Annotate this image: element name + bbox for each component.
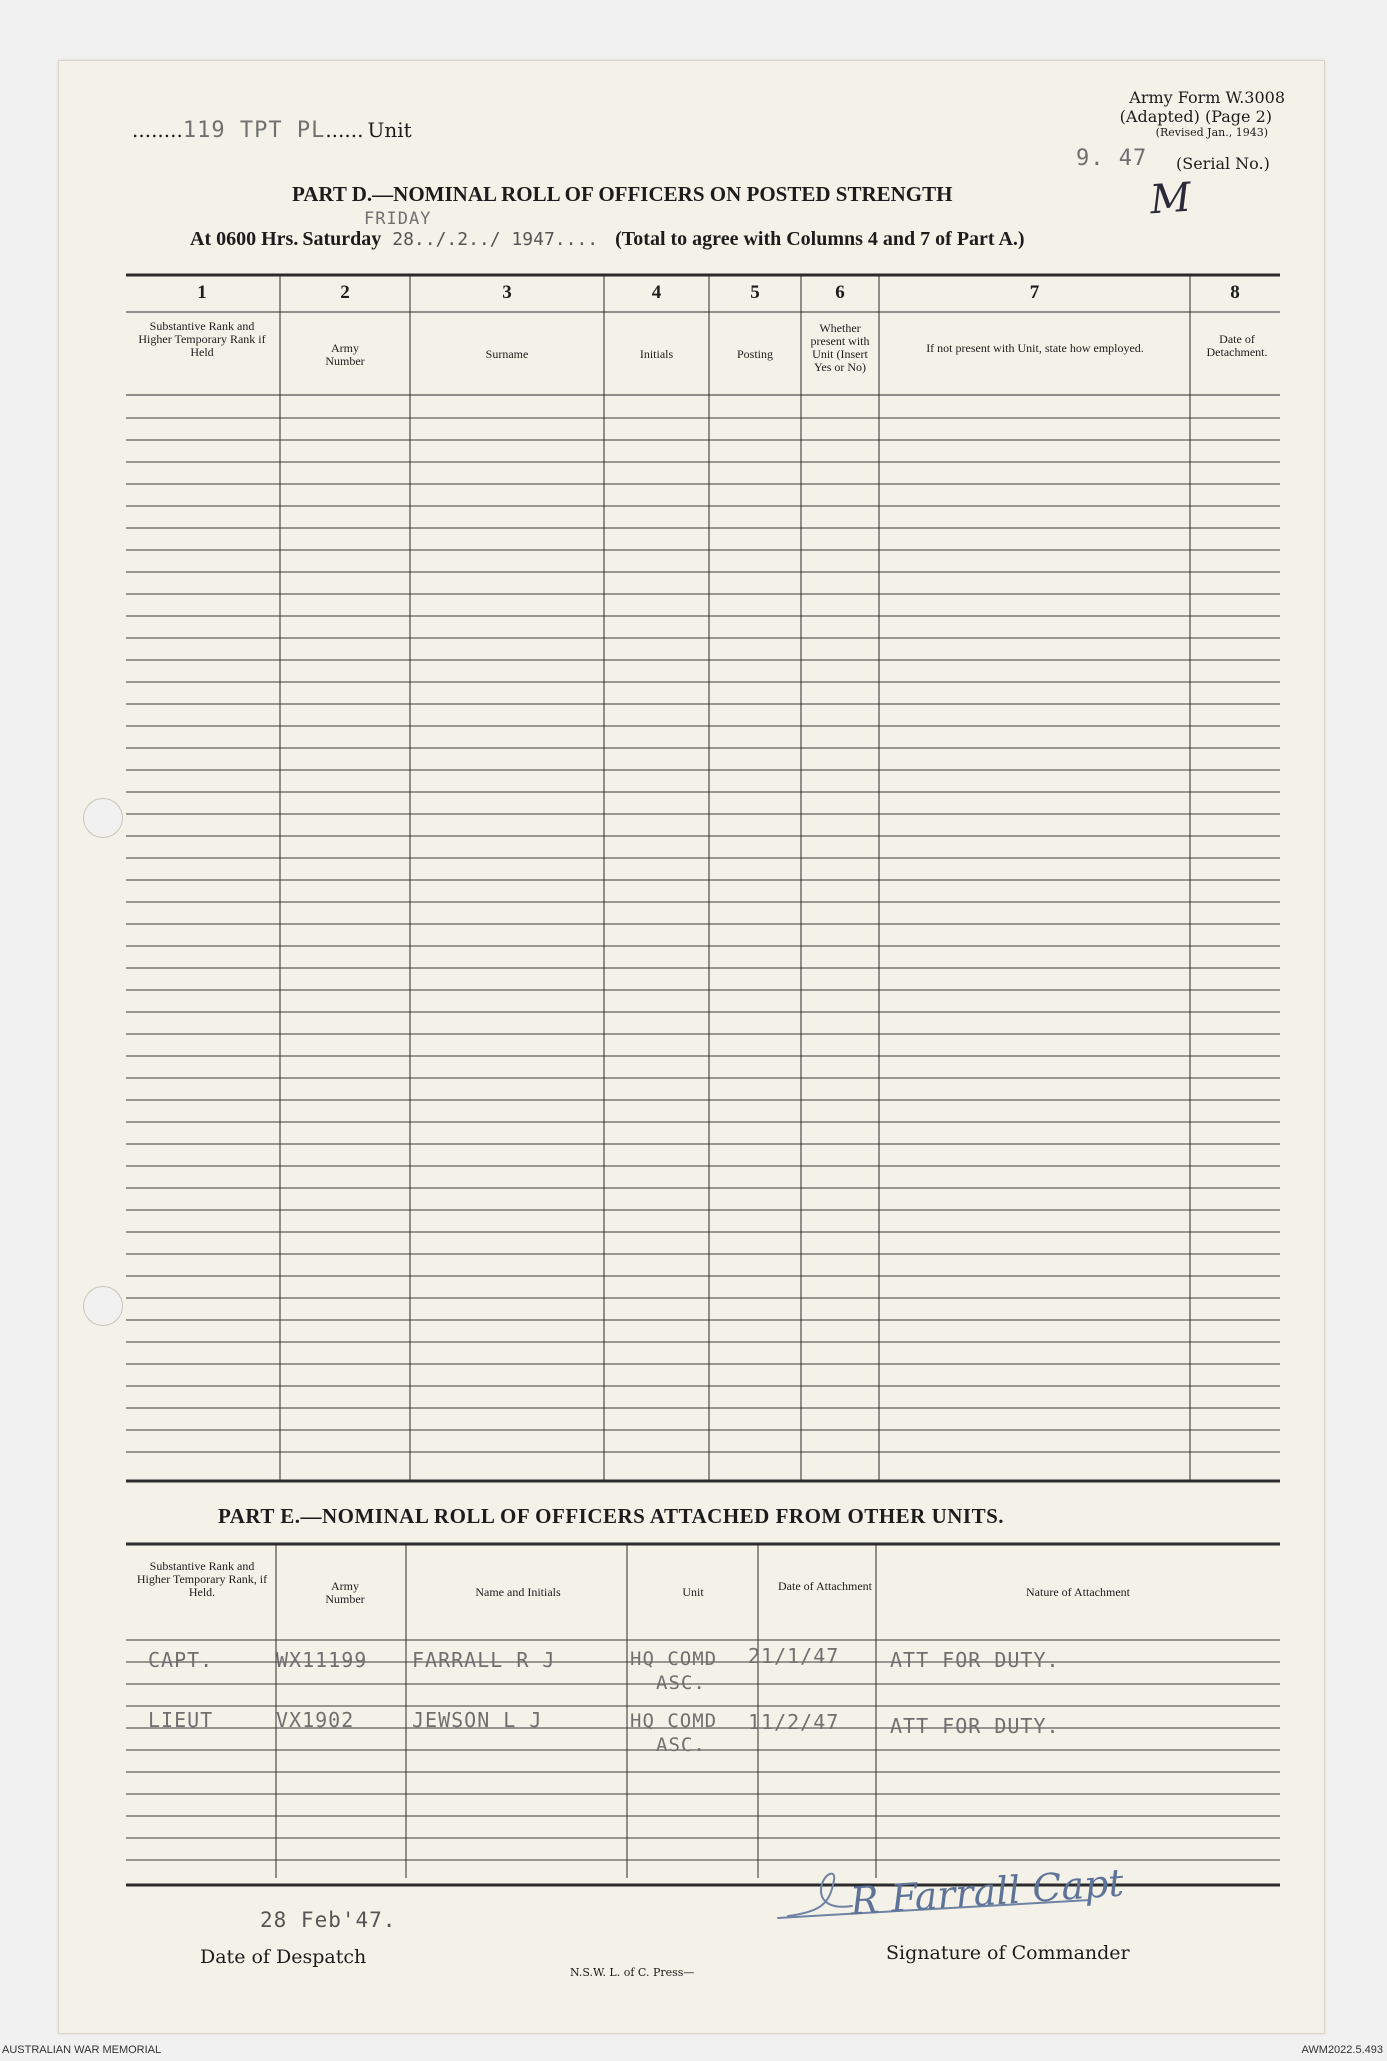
col-num-8: 8 [1230,282,1240,303]
col-num-5: 5 [750,282,760,303]
day-typed: FRIDAY [364,209,432,229]
row-1-number: WX11199 [276,1648,368,1672]
col-header-employed: If not present with Unit, state how employed. [926,341,1144,355]
despatch-label: Date of Despatch [200,1946,367,1968]
credit-left: AUSTRALIAN WAR MEMORIAL [2,2044,162,2056]
row-1-unit-sub: ASC. [656,1672,706,1694]
row-2-date: 11/2/47 [748,1710,840,1734]
unit-label: Unit [367,118,412,142]
col-header-army-number: Army Number [325,341,365,368]
total-note: (Total to agree with Columns 4 and 7 of Part A.) [615,228,1025,250]
part-e-header-name: Name and Initials [475,1585,561,1599]
press-mark: N.S.W. L. of C. Press— [570,1966,695,1979]
row-2-nature: ATT FOR DUTY. [890,1714,1060,1738]
commander-signature: R Farrall Capt [760,1862,1180,1932]
col-num-2: 2 [340,282,350,303]
col-num-3: 3 [502,282,512,303]
part-d-title: PART D.—NOMINAL ROLL OF OFFICERS ON POSTED STRENGTH [292,182,953,206]
despatch-date: 28 Feb'47. [260,1908,397,1932]
form-adapted: (Adapted) (Page 2) [1119,107,1272,126]
row-1-nature: ATT FOR DUTY. [890,1648,1060,1672]
part-e-header-rank: Substantive Rank and Higher Temporary Rank, if Held. [136,1559,268,1599]
col-header-rank: Substantive Rank and Higher Temporary Rank if Held [138,319,266,359]
row-2-unit: HQ COMD [630,1710,718,1732]
part-e-header-unit: Unit [682,1585,704,1599]
col-num-6: 6 [835,282,845,303]
form-revised: (Revised Jan., 1943) [1155,126,1268,139]
part-e-header-army-number: Army Number [325,1579,365,1606]
credit-right: AWM2022.5.493 [1301,2044,1383,2056]
part-e-header-date: Date of Attachment [778,1579,872,1593]
row-1-unit: HQ COMD [630,1648,718,1670]
signature-label: Signature of Commander [886,1942,1130,1964]
part-e-title: PART E.—NOMINAL ROLL OF OFFICERS ATTACHED FROM OTHER UNITS. [218,1504,1005,1528]
unit-value: 119 TPT PL [182,118,326,143]
col-num-1: 1 [197,282,207,303]
row-2-rank: LIEUT [148,1708,214,1732]
col-header-surname: Surname [485,347,529,361]
col-num-4: 4 [651,282,662,303]
row-1-date: 21/1/47 [748,1644,840,1668]
unit-line: ........119 TPT PL...... Unit [132,118,412,143]
serial-label: (Serial No.) [1176,154,1270,173]
col-header-detachment: Date of Detachment. [1206,332,1268,359]
part-e-header-nature: Nature of Attachment [1026,1585,1130,1599]
row-1-rank: CAPT. [148,1648,214,1672]
col-num-7: 7 [1029,282,1040,303]
part-d-date-line: At 0600 Hrs. Saturday 28../.2../ 1947.... (Total to agree with Columns 4 and 7 of Part A.) [190,228,1025,250]
row-2-unit-sub: ASC. [656,1734,706,1756]
form-name: Army Form W.3008 [1129,88,1285,107]
row-1-name: FARRALL R J [412,1648,556,1672]
col-header-present: Whether present with Unit (Insert Yes or No) [810,321,870,374]
col-header-posting: Posting [736,347,773,361]
serial-number: 9. 47 [1076,146,1148,171]
part-d-date: 28../.2../ 1947.... [392,229,599,250]
col-header-initials: Initials [639,347,674,361]
row-2-number: VX1902 [276,1708,355,1732]
row-2-name: JEWSON L J [412,1708,543,1732]
handwritten-mark: M [1148,174,1193,224]
